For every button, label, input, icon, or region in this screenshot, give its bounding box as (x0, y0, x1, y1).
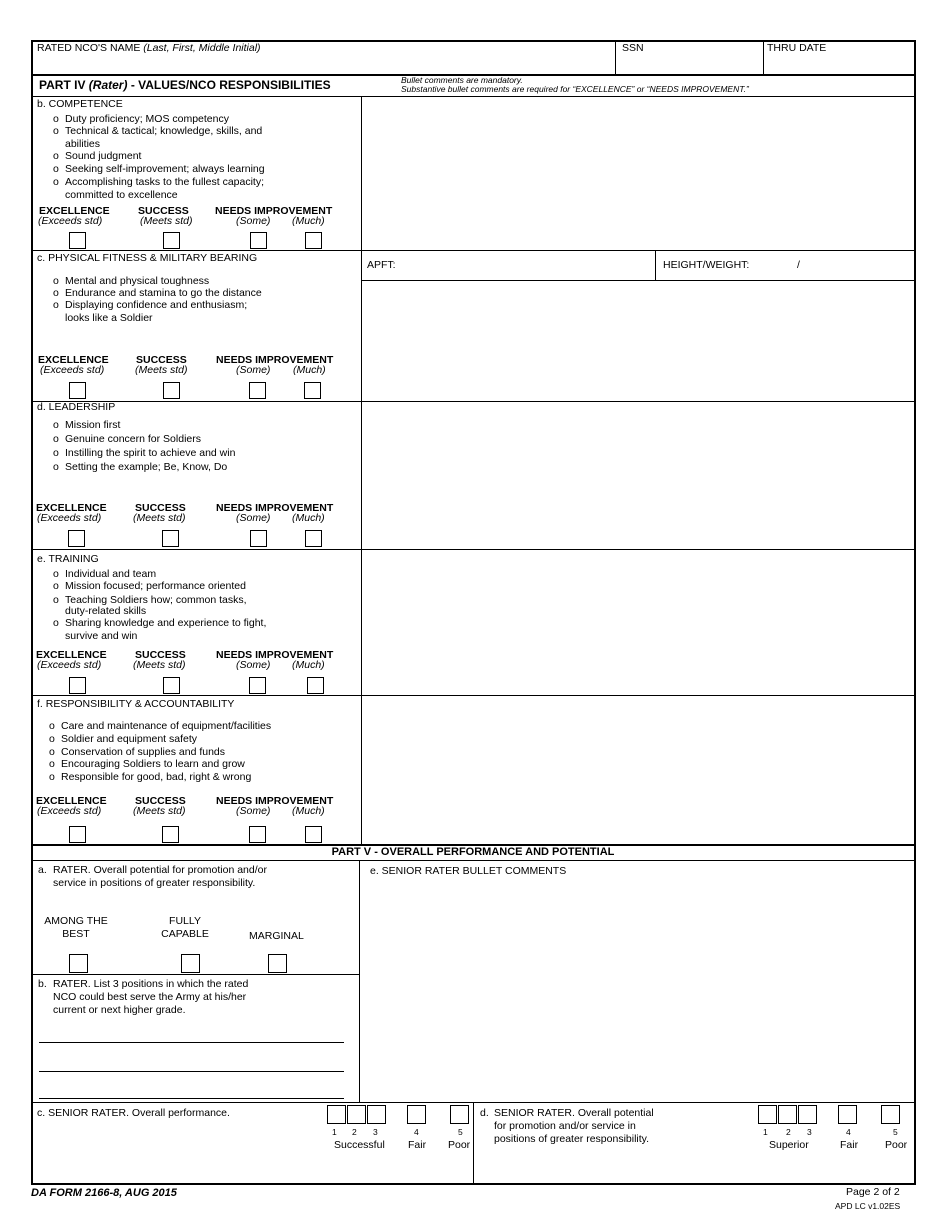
senior-rater-potential-text: SENIOR RATER. Overall potential for promotion and/or service in positions of greater responsibility. (494, 1107, 654, 1145)
training-success-checkbox[interactable] (163, 677, 180, 694)
meets-label: (Meets std) (133, 512, 186, 524)
competence-bullet-2: o Technical & tactical; knowledge, skills, and abilities (53, 125, 263, 150)
excellence-label: EXCELLENCE (36, 649, 107, 661)
competence-comments-field[interactable] (366, 100, 910, 246)
excellence-label: EXCELLENCE (38, 354, 109, 366)
potential-num-5: 5 (893, 1127, 898, 1137)
fitness-bullet-1: o Mental and physical toughness (53, 275, 210, 287)
potential-2-checkbox[interactable] (778, 1105, 797, 1124)
responsibility-bullet-1: o Care and maintenance of equipment/facilities (49, 720, 272, 732)
responsibility-bullet-4: o Encouraging Soldiers to learn and grow (49, 758, 245, 770)
height-weight-slash: / (797, 259, 800, 271)
leadership-excellence-checkbox[interactable] (68, 530, 85, 547)
rater-positions-letter: b. (38, 978, 47, 990)
much-label: (Much) (292, 512, 325, 524)
much-label: (Much) (293, 364, 326, 376)
poor-label: Poor (885, 1139, 908, 1151)
leadership-bullet-3: o Instilling the spirit to achieve and win (53, 447, 236, 459)
performance-num-4: 4 (414, 1127, 419, 1137)
ssn-label: SSN (622, 42, 644, 54)
page-number: Page 2 of 2 (846, 1186, 900, 1198)
part4-note-2: Substantive bullet comments are required for “EXCELLENCE” or “NEEDS IMPROVEMENT.” (401, 84, 749, 94)
potential-num-1: 1 (763, 1127, 768, 1137)
competence-title: b. COMPETENCE (37, 98, 123, 110)
much-label: (Much) (292, 805, 325, 817)
success-label: SUCCESS (135, 649, 186, 661)
leadership-bullet-4: o Setting the example; Be, Know, Do (53, 461, 228, 473)
some-label: (Some) (236, 364, 271, 376)
thru-date-label: THRU DATE (767, 42, 827, 54)
position-3-field[interactable] (39, 1080, 344, 1096)
position-1-field[interactable] (39, 1024, 344, 1040)
training-bullet-1: o Individual and team (53, 568, 157, 580)
potential-num-4: 4 (846, 1127, 851, 1137)
marginal-label: MARGINAL (249, 930, 304, 942)
performance-2-checkbox[interactable] (347, 1105, 366, 1124)
competence-bullet-4: o Seeking self-improvement; always learning (53, 163, 265, 175)
competence-needs-some-checkbox[interactable] (250, 232, 267, 249)
marginal-checkbox[interactable] (268, 954, 287, 973)
potential-1-checkbox[interactable] (758, 1105, 777, 1124)
rater-positions-text: RATER. List 3 positions in which the rated NCO could best serve the Army at his/her current or next higher grade. (53, 978, 249, 1016)
part5-title: PART V - OVERALL PERFORMANCE AND POTENTIAL (331, 846, 615, 858)
competence-bullet-5: o Accomplishing tasks to the fullest capacity; committed to excellence (53, 176, 265, 201)
exceeds-label: (Exceeds std) (40, 364, 105, 376)
responsibility-bullet-5: o Responsible for good, bad, right & wrong (49, 771, 252, 783)
excellence-label: EXCELLENCE (36, 502, 107, 514)
success-label: SUCCESS (138, 205, 189, 217)
needs-improvement-label: NEEDS IMPROVEMENT (216, 795, 334, 807)
fair-label: Fair (408, 1139, 427, 1151)
success-label: SUCCESS (135, 795, 186, 807)
meets-label: (Meets std) (133, 659, 186, 671)
responsibility-bullet-3: o Conservation of supplies and funds (49, 746, 226, 758)
success-label: SUCCESS (136, 354, 187, 366)
successful-label: Successful (334, 1139, 385, 1151)
competence-bullet-1: o Duty proficiency; MOS competency (53, 113, 229, 125)
potential-3-checkbox[interactable] (798, 1105, 817, 1124)
apft-label: APFT: (367, 259, 396, 271)
training-excellence-checkbox[interactable] (69, 677, 86, 694)
position-2-field[interactable] (39, 1053, 344, 1069)
height-weight-label: HEIGHT/WEIGHT: (663, 259, 750, 271)
potential-num-2: 2 (786, 1127, 791, 1137)
senior-rater-comments-field[interactable] (366, 880, 910, 1098)
leadership-needs-much-checkbox[interactable] (305, 530, 322, 547)
potential-4-checkbox[interactable] (838, 1105, 857, 1124)
responsibility-success-checkbox[interactable] (162, 826, 179, 843)
potential-num-3: 3 (807, 1127, 812, 1137)
senior-rater-potential-letter: d. (480, 1107, 489, 1119)
thru-date-field[interactable] (767, 56, 910, 72)
superior-label: Superior (769, 1139, 809, 1151)
leadership-bullet-2: o Genuine concern for Soldiers (53, 433, 201, 445)
some-label: (Some) (236, 805, 271, 817)
success-label: SUCCESS (135, 502, 186, 514)
competence-success-checkbox[interactable] (163, 232, 180, 249)
among-the-best-checkbox[interactable] (69, 954, 88, 973)
rated-nco-name-field[interactable] (36, 56, 610, 72)
apft-field[interactable] (400, 254, 650, 276)
exceeds-label: (Exceeds std) (37, 512, 102, 524)
performance-num-2: 2 (352, 1127, 357, 1137)
training-needs-some-checkbox[interactable] (249, 677, 266, 694)
fair-label: Fair (840, 1139, 859, 1151)
form-number: DA FORM 2166-8, AUG 2015 (31, 1187, 177, 1199)
training-bullet-3: o Teaching Soldiers how; common tasks, duty-related skills (53, 594, 247, 617)
training-bullet-4: o Sharing knowledge and experience to fight, survive and win (53, 617, 267, 642)
some-label: (Some) (236, 215, 271, 227)
performance-3-checkbox[interactable] (367, 1105, 386, 1124)
performance-num-5: 5 (458, 1127, 463, 1137)
exceeds-label: (Exceeds std) (38, 215, 103, 227)
fully-capable-checkbox[interactable] (181, 954, 200, 973)
fitness-bullet-2: o Endurance and stamina to go the distance (53, 287, 262, 299)
excellence-label: EXCELLENCE (39, 205, 110, 217)
fitness-needs-much-checkbox[interactable] (304, 382, 321, 399)
fitness-success-checkbox[interactable] (163, 382, 180, 399)
leadership-needs-some-checkbox[interactable] (250, 530, 267, 547)
exceeds-label: (Exceeds std) (37, 659, 102, 671)
performance-num-1: 1 (332, 1127, 337, 1137)
among-the-best-label: AMONG THE BEST (44, 915, 108, 940)
excellence-label: EXCELLENCE (36, 795, 107, 807)
performance-1-checkbox[interactable] (327, 1105, 346, 1124)
competence-excellence-checkbox[interactable] (69, 232, 86, 249)
some-label: (Some) (236, 659, 271, 671)
responsibility-needs-some-checkbox[interactable] (249, 826, 266, 843)
performance-num-3: 3 (373, 1127, 378, 1137)
poor-label: Poor (448, 1139, 471, 1151)
training-title: e. TRAINING (37, 553, 99, 565)
fitness-comments-field[interactable] (366, 284, 910, 397)
senior-rater-comments-label: e. SENIOR RATER BULLET COMMENTS (370, 865, 567, 877)
rater-potential-letter: a. (38, 864, 47, 876)
rated-nco-name-label: RATED NCO'S NAME (Last, First, Middle Initial) (37, 42, 261, 54)
ssn-field[interactable] (620, 56, 758, 72)
fitness-needs-some-checkbox[interactable] (249, 382, 266, 399)
training-bullet-2: o Mission focused; performance oriented (53, 580, 246, 592)
competence-bullet-3: o Sound judgment (53, 150, 142, 162)
meets-label: (Meets std) (140, 215, 193, 227)
leadership-success-checkbox[interactable] (162, 530, 179, 547)
much-label: (Much) (292, 215, 325, 227)
leadership-bullet-1: o Mission first (53, 419, 121, 431)
responsibility-bullet-2: o Soldier and equipment safety (49, 733, 198, 745)
senior-rater-performance-text: c. SENIOR RATER. Overall performance. (37, 1107, 230, 1119)
training-needs-much-checkbox[interactable] (307, 677, 324, 694)
meets-label: (Meets std) (135, 364, 188, 376)
performance-5-checkbox[interactable] (450, 1105, 469, 1124)
responsibility-needs-much-checkbox[interactable] (305, 826, 322, 843)
fitness-excellence-checkbox[interactable] (69, 382, 86, 399)
responsibility-comments-field[interactable] (366, 699, 910, 840)
competence-needs-much-checkbox[interactable] (305, 232, 322, 249)
height-weight-field[interactable] (755, 254, 910, 276)
part4-note-1: Bullet comments are mandatory. (401, 75, 523, 85)
some-label: (Some) (236, 512, 271, 524)
needs-improvement-label: NEEDS IMPROVEMENT (216, 649, 334, 661)
performance-4-checkbox[interactable] (407, 1105, 426, 1124)
leadership-comments-field[interactable] (366, 405, 910, 545)
exceeds-label: (Exceeds std) (37, 805, 102, 817)
much-label: (Much) (292, 659, 325, 671)
rater-potential-text: RATER. Overall potential for promotion and/or service in positions of greater responsibility. (53, 864, 267, 889)
form-version: APD LC v1.02ES (835, 1201, 901, 1211)
fitness-bullet-3: o Displaying confidence and enthusiasm; looks like a Soldier (53, 299, 248, 324)
meets-label: (Meets std) (133, 805, 186, 817)
needs-improvement-label: NEEDS IMPROVEMENT (216, 502, 334, 514)
part4-title: PART IV (Rater) - VALUES/NCO RESPONSIBILITIES (39, 78, 331, 92)
needs-improvement-label: NEEDS IMPROVEMENT (215, 205, 333, 217)
responsibility-excellence-checkbox[interactable] (69, 826, 86, 843)
leadership-title: d. LEADERSHIP (37, 401, 116, 413)
fully-capable-label: FULLY CAPABLE (161, 915, 209, 940)
responsibility-title: f. RESPONSIBILITY & ACCOUNTABILITY (37, 698, 235, 710)
needs-improvement-label: NEEDS IMPROVEMENT (216, 354, 334, 366)
fitness-title: c. PHYSICAL FITNESS & MILITARY BEARING (37, 252, 258, 264)
training-comments-field[interactable] (366, 553, 910, 691)
potential-5-checkbox[interactable] (881, 1105, 900, 1124)
